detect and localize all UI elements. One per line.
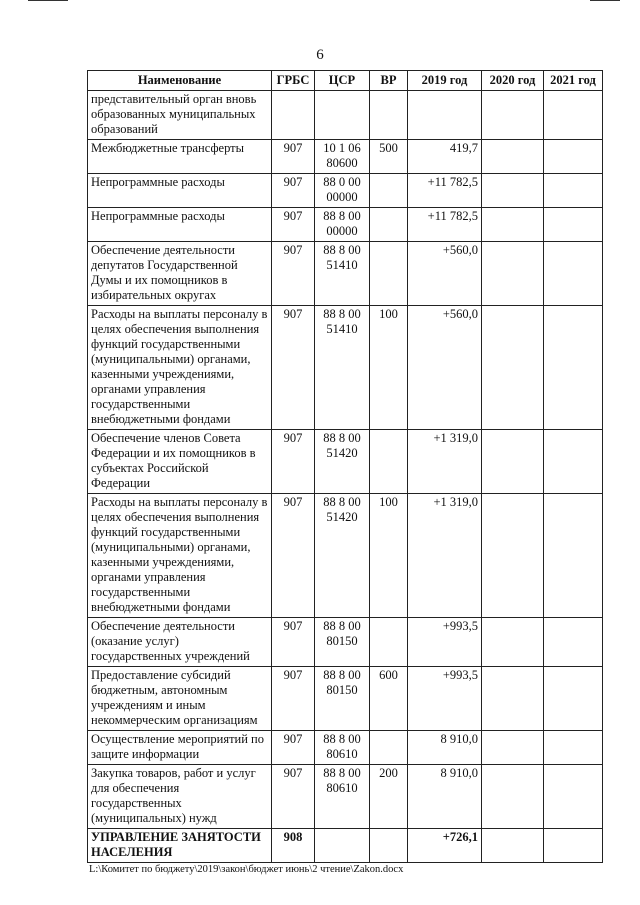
cell-2021 (544, 306, 603, 430)
cell-2021 (544, 494, 603, 618)
header-2019: 2019 год (408, 71, 482, 91)
scan-edge-right (590, 0, 620, 1)
table-header-row (88, 71, 603, 91)
table-row (88, 242, 603, 306)
cell-2021 (544, 667, 603, 731)
cell-2019: +560,0 (408, 306, 482, 430)
cell-csr: 88 0 00 00000 (315, 174, 370, 208)
cell-2021 (544, 208, 603, 242)
cell-2021 (544, 829, 603, 863)
cell-2020 (482, 242, 544, 306)
cell-2020 (482, 174, 544, 208)
cell-2021 (544, 242, 603, 306)
cell-name: Непрограммные расходы (88, 174, 272, 208)
header-2021: 2021 год (544, 71, 603, 91)
cell-2020 (482, 91, 544, 140)
cell-name: Осуществление мероприятий по защите информации (88, 731, 272, 765)
cell-csr: 88 8 00 80610 (315, 731, 370, 765)
cell-2020 (482, 667, 544, 731)
cell-2019: +726,1 (408, 829, 482, 863)
cell-grbs: 907 (272, 430, 315, 494)
cell-vr (370, 430, 408, 494)
cell-2021 (544, 140, 603, 174)
cell-2021 (544, 731, 603, 765)
cell-csr (315, 91, 370, 140)
cell-vr: 500 (370, 140, 408, 174)
cell-csr: 88 8 00 51410 (315, 242, 370, 306)
cell-grbs (272, 91, 315, 140)
cell-2021 (544, 430, 603, 494)
header-vr: ВР (370, 71, 408, 91)
cell-grbs: 907 (272, 765, 315, 829)
cell-grbs: 908 (272, 829, 315, 863)
cell-grbs: 907 (272, 174, 315, 208)
cell-csr: 10 1 06 80600 (315, 140, 370, 174)
cell-name: Предоставление субсидий бюджетным, автономным учреждениям и иным некоммерческим организациям (88, 667, 272, 731)
cell-csr: 88 8 00 51420 (315, 494, 370, 618)
cell-vr (370, 731, 408, 765)
table-row-department (88, 829, 603, 863)
cell-name: Межбюджетные трансферты (88, 140, 272, 174)
cell-name: Непрограммные расходы (88, 208, 272, 242)
cell-csr: 88 8 00 51410 (315, 306, 370, 430)
cell-csr (315, 829, 370, 863)
table-row (88, 618, 603, 667)
cell-2020 (482, 618, 544, 667)
page-number: 6 (316, 47, 324, 63)
table-row (88, 306, 603, 430)
cell-2019: +11 782,5 (408, 208, 482, 242)
cell-csr: 88 8 00 80150 (315, 618, 370, 667)
cell-2021 (544, 91, 603, 140)
table-row (88, 731, 603, 765)
cell-grbs: 907 (272, 208, 315, 242)
table-row (88, 174, 603, 208)
cell-grbs: 907 (272, 242, 315, 306)
cell-grbs: 907 (272, 618, 315, 667)
cell-csr: 88 8 00 80150 (315, 667, 370, 731)
cell-name: Расходы на выплаты персоналу в целях обеспечения выполнения функций государственными (муниципальными) органами, казенными учреждениями, органами управления государственными внебюджетными фондами (88, 306, 272, 430)
footer-file-path: L:\Комитет по бюджету\2019\закон\бюджет июнь\2 чтение\Zakon.docx (89, 864, 404, 875)
cell-vr: 200 (370, 765, 408, 829)
table-row (88, 91, 603, 140)
header-2020: 2020 год (482, 71, 544, 91)
cell-2019: 419,7 (408, 140, 482, 174)
table-row (88, 494, 603, 618)
cell-vr: 100 (370, 306, 408, 430)
cell-grbs: 907 (272, 494, 315, 618)
table-row (88, 765, 603, 829)
cell-2020 (482, 306, 544, 430)
cell-vr (370, 174, 408, 208)
cell-2020 (482, 208, 544, 242)
cell-2020 (482, 731, 544, 765)
cell-vr: 600 (370, 667, 408, 731)
cell-name: Обеспечение деятельности (оказание услуг) государственных учреждений (88, 618, 272, 667)
cell-2019: 8 910,0 (408, 731, 482, 765)
table-row (88, 430, 603, 494)
cell-2019 (408, 91, 482, 140)
budget-table (87, 70, 603, 863)
header-grbs: ГРБС (272, 71, 315, 91)
cell-2020 (482, 494, 544, 618)
cell-csr: 88 8 00 80610 (315, 765, 370, 829)
table-row (88, 140, 603, 174)
cell-csr: 88 8 00 51420 (315, 430, 370, 494)
cell-2019: +11 782,5 (408, 174, 482, 208)
table-row (88, 667, 603, 731)
cell-2020 (482, 829, 544, 863)
cell-2021 (544, 618, 603, 667)
scan-edge-left (28, 0, 68, 1)
cell-grbs: 907 (272, 140, 315, 174)
cell-name: Расходы на выплаты персоналу в целях обеспечения выполнения функций государственными (муниципальными) органами, казенными учреждениями, органами управления государственными внебюджетными фондами (88, 494, 272, 618)
cell-2019: +1 319,0 (408, 494, 482, 618)
cell-2019: +560,0 (408, 242, 482, 306)
cell-2019: 8 910,0 (408, 765, 482, 829)
cell-name: УПРАВЛЕНИЕ ЗАНЯТОСТИ НАСЕЛЕНИЯ (88, 829, 272, 863)
cell-name: Обеспечение деятельности депутатов Государственной Думы и их помощников в избирательных округах (88, 242, 272, 306)
cell-2019: +1 319,0 (408, 430, 482, 494)
cell-name: Обеспечение членов Совета Федерации и их помощников в субъектах Российской Федерации (88, 430, 272, 494)
cell-2020 (482, 140, 544, 174)
cell-vr (370, 829, 408, 863)
cell-vr (370, 208, 408, 242)
cell-2021 (544, 174, 603, 208)
table-row (88, 208, 603, 242)
header-csr: ЦСР (315, 71, 370, 91)
cell-name: Закупка товаров, работ и услуг для обеспечения государственных (муниципальных) нужд (88, 765, 272, 829)
header-name: Наименование (88, 71, 272, 91)
cell-csr: 88 8 00 00000 (315, 208, 370, 242)
cell-grbs: 907 (272, 731, 315, 765)
cell-vr (370, 91, 408, 140)
cell-grbs: 907 (272, 667, 315, 731)
cell-2019: +993,5 (408, 667, 482, 731)
cell-2021 (544, 765, 603, 829)
cell-vr: 100 (370, 494, 408, 618)
cell-grbs: 907 (272, 306, 315, 430)
cell-2019: +993,5 (408, 618, 482, 667)
cell-vr (370, 242, 408, 306)
cell-vr (370, 618, 408, 667)
cell-2020 (482, 430, 544, 494)
cell-2020 (482, 765, 544, 829)
cell-name: представительный орган вновь образованных муниципальных образований (88, 91, 272, 140)
